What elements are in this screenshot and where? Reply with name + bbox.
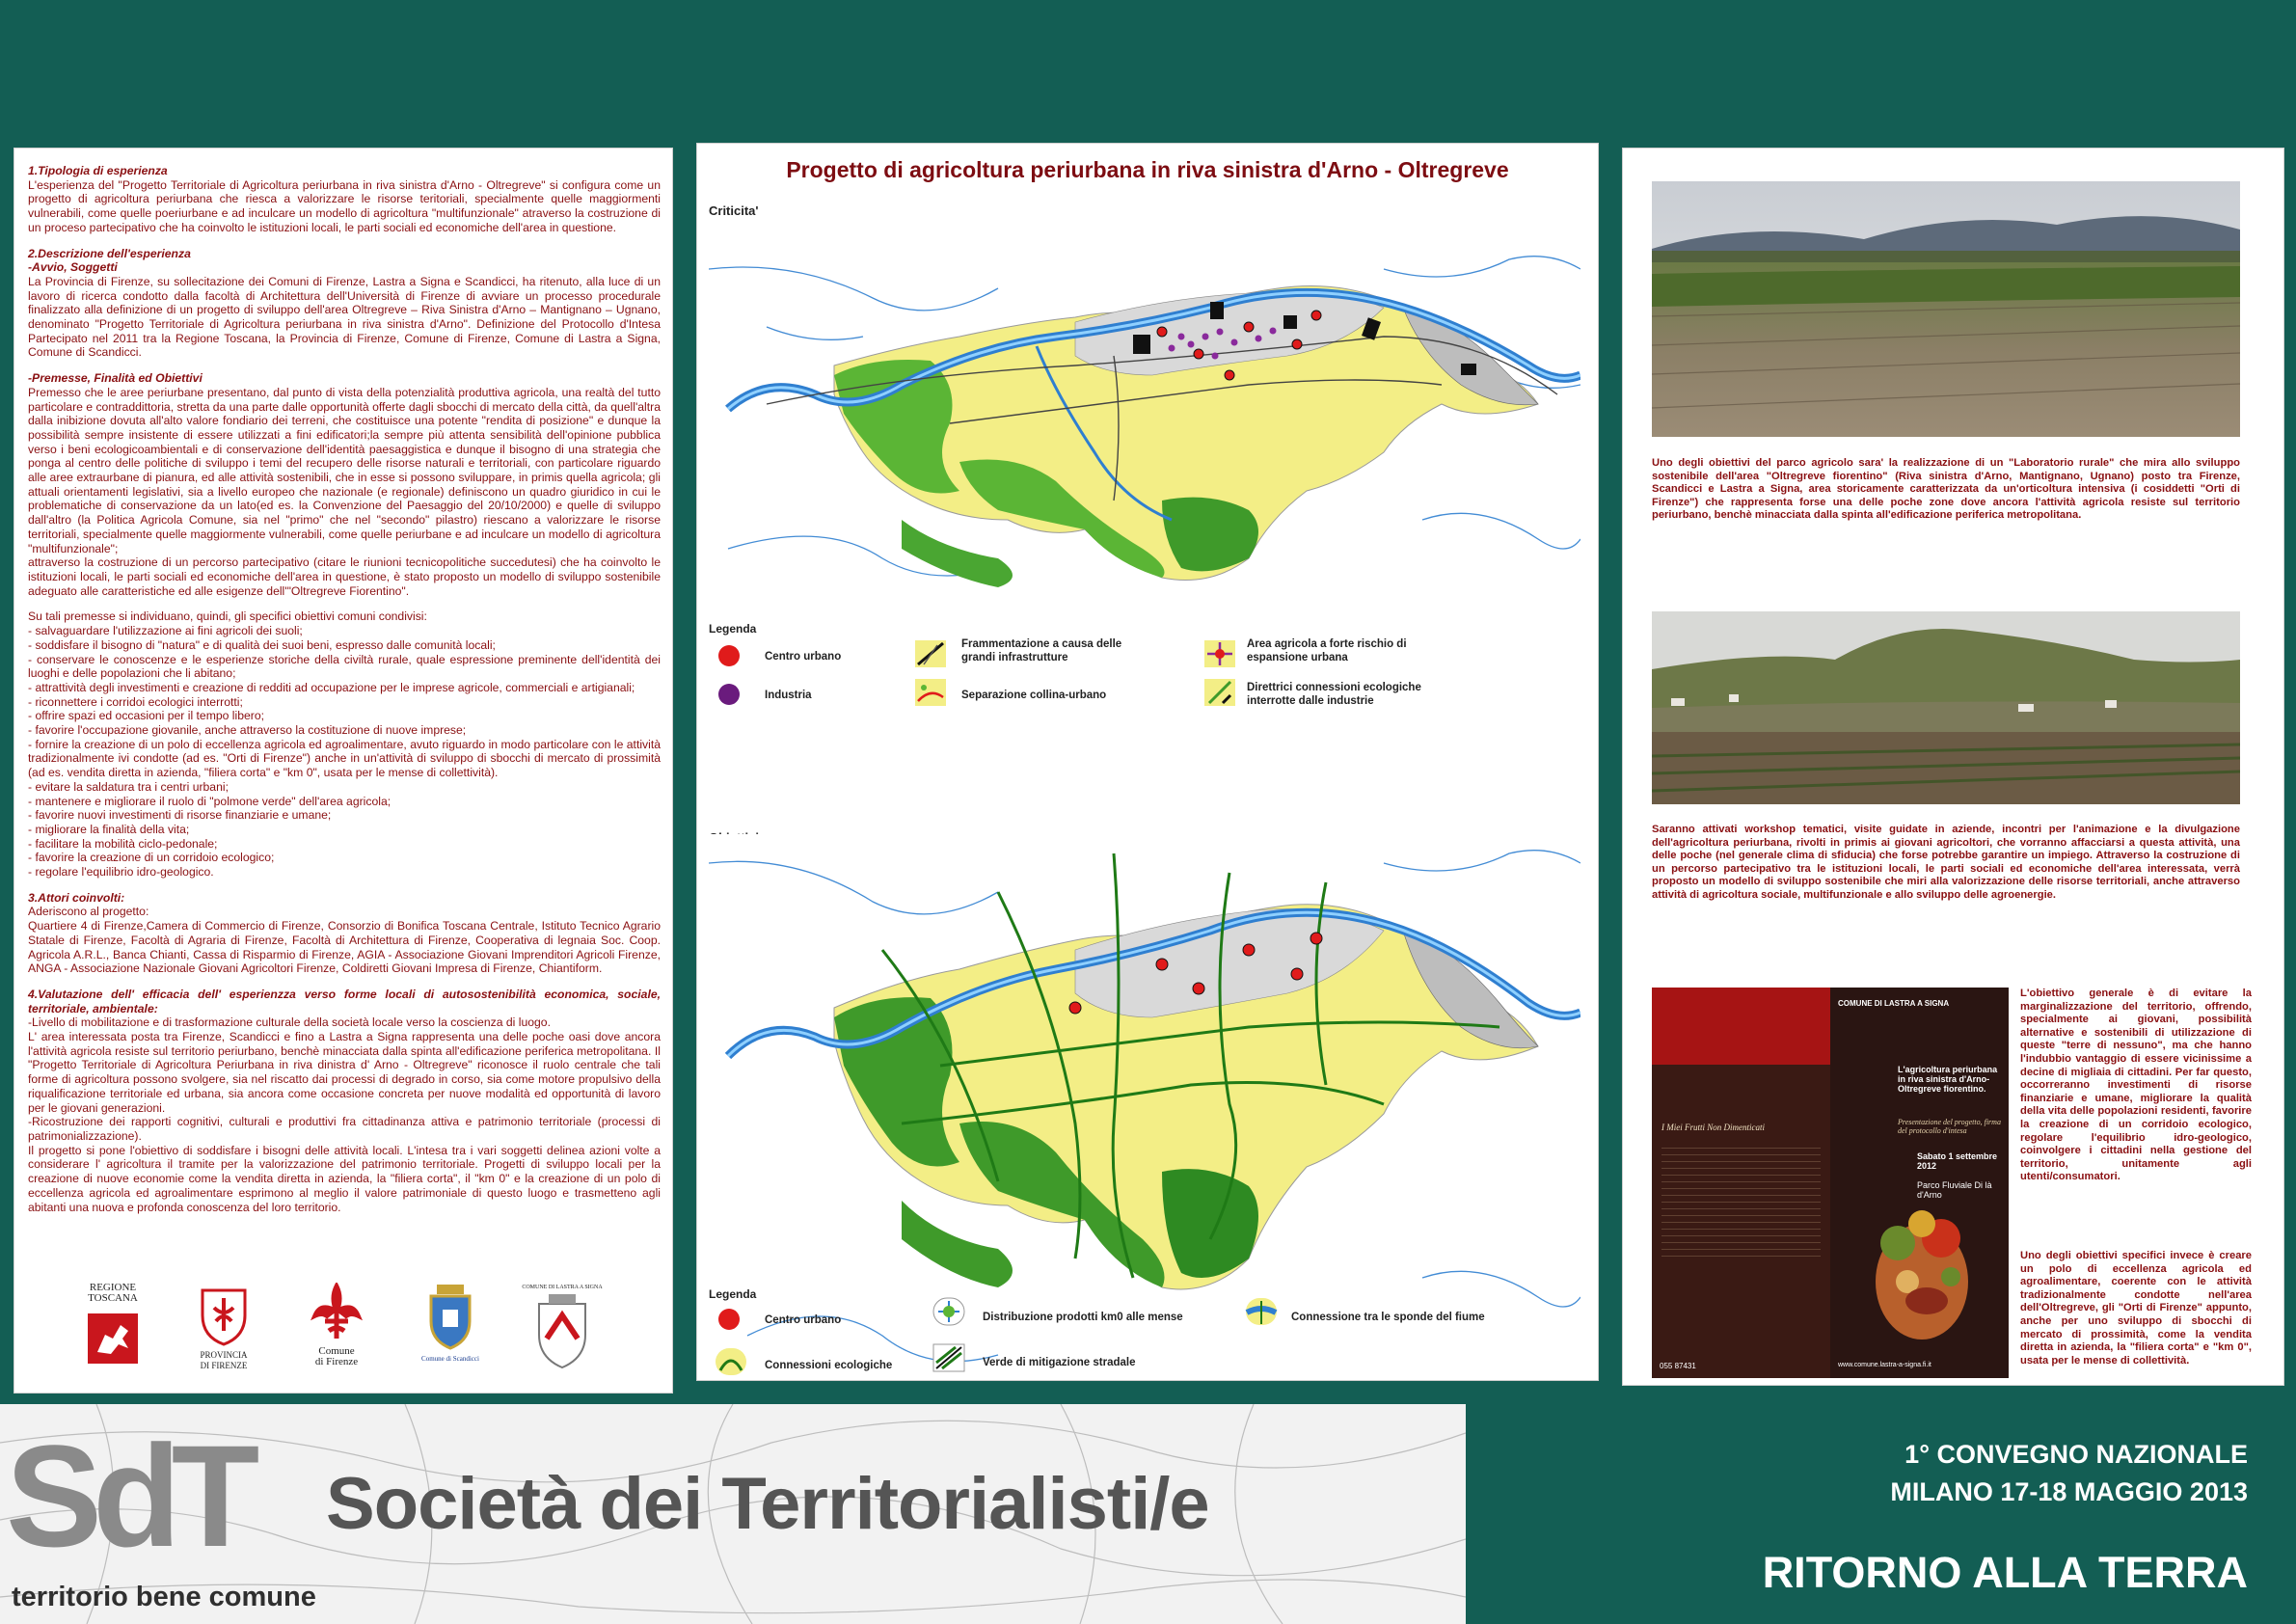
distribuzione-km0-icon: [932, 1297, 965, 1326]
section-text-attori-list: Quartiere 4 di Firenze,Camera di Commercio di Firenze, Consorzio di Bonifica Toscana Centrale, Istituto Tecnico Agrario Statale di Firenze, Facoltà di Agraria di Firenze, Facoltà di Architettura di Firenze, Cooperativa di legnaia Soc. Coop. Agricola A.R.L., Banca Chianti, Cassa di Risparmio di Firenze, AGIA - Associazione Giovani Imprenditori Agricoli Firenze, ANGA - Associazione Nazionale Giovani Agricoltori Firenze, Coldiretti Giovani Impresa di Firenze, Chiantiform.: [28, 919, 661, 976]
obiettivi-map: [709, 834, 1580, 1381]
legend-distribuzione-km0: Distribuzione prodotti km0 alle mense: [983, 1312, 1183, 1323]
section-text-premesse: Premesso che le aree periurbane presentano, dal punto di vista della potenzialità produttiva agricola, una realtà del tutto particolare e contraddittoria, stretta da una parte dalle opportunità offerte dagli sbocchi di mercato della città, da quell'altra dalla inibizione dovuta all'alto valore fondiario dei terreni, che costituisce una potente "rendita di posizione" e dunque la possibilità sempre insistente di essere utilizzati a fini edificatori;la sempre più attenta sensibilità dell'opinione pubblica verso i beni ecologicoambientali e di conservazione dell'identità paesaggistica e dunque il bisogno di una strategia che ponga al centro delle politiche di sviluppo i temi del recupero delle risorse naturali e territoriali, con particolare riguardo alle aree extraurbane di pianura, ed alle attività sostenibili, che in esse si possono sviluppare, in primis quella agricola; gli attuali orientamenti legislativi, sia a livello europeo che nazionale (e regionale) definiscono un quadro giuridico in cui le problematiche di conservazione da un lato(ed es. la Convenzione del Paesaggio del 20/10/2000) e quelle di sviluppo dall'altro (la Politica Agricola Comune, sia nel "primo" che nel "secondo" pilastro) riescano a valorizzare le risorse territoriali, specialmente quelle maggiormente vulnerabili, come quelle periurbane e ad inculcare un modello di agricoltura "multifunzionale";: [28, 385, 661, 555]
right-text-obiettivi-specifici: Uno degli obiettivi specifici invece è creare un polo di eccellenza agricola ed agroalimentare, coerente con le attività tradizionalmente condotte nell'area dell'Oltregreve, gli "Orti di Firenze" appunto, anche per uno sviluppo di sbocchi di mercato di prossimità, come la vendita diretta in azienda, la "filiera corta" e "km 0", usata per le mense di collettività.: [2020, 1250, 2252, 1367]
fields-photo: [1652, 181, 2240, 437]
pegasus-icon: [84, 1310, 142, 1367]
legend-frammentazione: Frammentazione a causa delle grandi infrastrutture: [961, 638, 1122, 663]
comune-scandicci-logo: Comune di Scandicci: [410, 1283, 491, 1375]
right-text-workshop: Saranno attivati workshop tematici, visite guidate in aziende, incontri per l'animazione e la divulgazione dell'agricoltura periurbana, rivolti in primis ai giovani agricoltori, che vorranno affacciarsi a questa attività, una delle poche (nel generale clima di sfiducia) che forse potrebbe garantire un impiego. Attraverso la costruzione di un percorso partecipativo tra le istituzioni locali, le parti sociali ed economiche dell'area interessata, verrà proposto un modello di sviluppo sostenibile che miri alla valorizzazione delle risorse territoriali, anche attraverso attività di agricoltura sociale, multifunzionale e allo sviluppo delle agroenergie.: [1652, 824, 2240, 901]
list-item: - mantenere e migliorare il ruolo di "polmone verde" dell'area agricola;: [28, 794, 392, 808]
right-text-obiettivo-generale: L'obiettivo generale è di evitare la marginalizzazione del territorio, offrendo, specialmente ai giovani, possibilità alternative e sostenibili di utilizzazione di queste "terre di nessuno", ma che hanno l'indubbio vantaggio di essere vicinissime a decine di migliaia di cittadini. Per far questo, occorreranno investimenti di risorse finanziarie e umane, migliorare la qualità della vita delle popolazioni residenti, favorire la creazione di un corridoio ecologico, regolare l'equilibrio idro-geologico, coinvolgere i cittadini nella gestione del territorio, unitamente agli utenti/consumatori.: [2020, 988, 2252, 1183]
legend-verde-mitigazione: Verde di mitigazione stradale: [983, 1357, 1136, 1368]
separazione-icon: [914, 678, 947, 707]
list-item: - offrire spazi ed occasioni per il tempo libero;: [28, 709, 264, 723]
section-title-tipologia: 1.Tipologia di esperienza: [28, 164, 168, 177]
right-text-laboratorio: Uno degli obiettivi del parco agricolo sara' la realizzazione di un "Laboratorio rurale" che mira allo sviluppo sostenibile dell'area "Oltregreve fiorentino" (Riva sinistra d'Arno, Mantignano, Ugnano) posto tra Firenze, Scandicci e Lastra a Signa, area storicamente caratterizzata da un'orticoltura intensiva (i cosiddetti "Orti di Firenze") che rappresenta forse una delle poche zone dove ancora l'attività agricola resiste sul territorio periurbano, benchè minacciata dalla spinta all'edificazione periferica metropolitana.: [1652, 457, 2240, 522]
brochure-poem-text: [1661, 1142, 1821, 1258]
centro-urbano-marker-icon: [718, 645, 740, 666]
section-sub-premesse: -Premesse, Finalità ed Obiettivi: [28, 371, 203, 386]
convegno-title: 1° CONVEGNO NAZIONALE: [1904, 1440, 2248, 1469]
regione-toscana-logo: REGIONE TOSCANA: [72, 1283, 153, 1375]
brochure-headline: L'agricoltura periurbana in riva sinistra d'Arno-Oltregreve fiorentino.: [1898, 1065, 1998, 1094]
list-item: - riconnettere i corridoi ecologici interrotti;: [28, 694, 243, 709]
sdt-logo-letters: SdT: [6, 1415, 251, 1577]
section-title-attori: 3.Attori coinvolti:: [28, 890, 125, 905]
left-text-panel: [14, 148, 673, 1394]
top-band: [0, 0, 2296, 133]
provincia-firenze-logo: PROVINCIA DI FIRENZE: [183, 1283, 264, 1375]
section-title-valutazione: 4.Valutazione dell' efficacia dell' esperienzza verso forme locali di autosostenibilità economica, sociale, territoriale, ambientale:: [28, 987, 661, 1015]
list-item: - attrattività degli investimenti e creazione di redditi ad occupazione per le imprese agricole, commerciali e artigianali;: [28, 680, 635, 694]
section-text-valutazione-2: L' area interessata posta tra Firenze, Scandicci e fino a Lastra a Signa rappresenta una delle poche oasi dove ancora l'attività agricola resiste sul territorio periurbano, benchè minacciata dalla spinta all'edificazione periferica metropolitana. Il "Progetto Territoriale di Agricoltura Periurbana in riva dinistra d' Arno - Oltregreve" riconosce il ruolo centrale che tali forme di agricoltura possono svolgere, sia nel riscatto dai processi di degrado in corso, sia come motore propulsivo della riqualificazione territoriale ed urbana, sia ancora come occasione concreta per nuove modalità ed opportunità di lavoro per le giovani generazioni.: [28, 1030, 661, 1115]
list-item: - favorire l'occupazione giovanile, anche attraverso la costituzione di nuove imprese;: [28, 723, 467, 738]
brochure-poem-title: I Miei Frutti Non Dimenticati: [1661, 1123, 1765, 1132]
legend-centro-urbano: Centro urbano: [765, 651, 842, 663]
section-text-valutazione-1: -Livello di mobilitazione e di trasformazione culturale della società locale verso la coscienza di luogo.: [28, 1015, 551, 1030]
legend-direttrici: Direttrici connessioni ecologiche interrotte dalle industrie: [1247, 682, 1421, 707]
comune-lastra-logo: COMUNE DI LASTRA A SIGNA: [522, 1283, 603, 1375]
brochure-sub: Presentazione del progetto, firma del protocollo d'intesa: [1898, 1118, 2001, 1135]
brochure-place: Parco Fluviale Di là d'Arno: [1917, 1180, 1992, 1200]
brochure-left-page: [1652, 988, 1830, 1378]
legend-criticita-title: Legenda: [709, 622, 757, 636]
section-title-descrizione: 2.Descrizione dell'esperienza: [28, 246, 191, 260]
legend-separazione: Separazione collina-urbano: [961, 690, 1107, 701]
legend-industria: Industria: [765, 690, 812, 701]
section-sub-avvio: -Avvio, Soggetti: [28, 260, 118, 275]
convegno-date: MILANO 17-18 MAGGIO 2013: [1890, 1477, 2248, 1506]
event-brochure: [1652, 988, 2009, 1378]
section-text-premesse-2: attraverso la costruzione di un percorso partecipativo (citare le riunioni tecnicopolitiche succedutesi) che ha coinvolto le istituzioni locali, le parti sociali ed economiche dell'area in questione, è stato proposto un modello di sviluppo sostenibile adeguato alle caratteristiche ed alle esigenze dell'"Oltregreve Fiorentino".: [28, 555, 661, 598]
sdt-tagline: territorio bene comune: [12, 1582, 316, 1612]
legend-connessioni-ecologiche: Connessioni ecologiche: [765, 1360, 893, 1371]
list-item: - migliorare la finalità della vita;: [28, 822, 190, 836]
legend-obiettivi-title: Legenda: [709, 1287, 757, 1301]
legend-connessione-sponde: Connessione tra le sponde del fiume: [1291, 1312, 1485, 1323]
brochure-date: Sabato 1 settembre 2012: [1917, 1151, 1998, 1171]
connessioni-ecologiche-icon: [715, 1347, 747, 1376]
criticita-map-graphic: [709, 230, 1580, 607]
list-item: - fornire la creazione di un polo di eccellenza agricola ed agroalimentare, avuto riguardo in modo particolare con le attività tradizionalmente ivi condotte (ad es. "Orti di Firenze") anche in un'attività di sviluppo di sbocchi di mercato di prossimità (ad es. vendita diretta in azienda, "filiera corta" e "km 0", usata per le mense di collettività).: [28, 737, 661, 780]
list-item: - evitare la saldatura tra i centri urbani;: [28, 779, 229, 794]
obiettivi-map-graphic: [709, 834, 1580, 1381]
sdt-logo-banner: [0, 1404, 1466, 1624]
giglio-icon: [308, 1283, 365, 1342]
list-item: - conservare le conoscenze e le esperienze storiche della civiltà rurale, quale espressione preminente dell'identità dei luoghi e delle popolazioni che li abitano;: [28, 652, 661, 681]
societa-territorialisti-name: Società dei Territorialisti/e: [326, 1463, 1209, 1545]
list-item: - favorire la creazione di un corridoio ecologico;: [28, 851, 275, 865]
lastra-crest-icon: [533, 1292, 591, 1369]
list-item: - favorire nuovi investimenti di risorse finanziarie e umane;: [28, 808, 332, 823]
provincia-shield-icon: [195, 1283, 253, 1346]
area-rischio-icon: [1203, 639, 1236, 668]
map-panel-title: Progetto di agricoltura periurbana in riva sinistra d'Arno - Oltregreve: [786, 157, 1509, 182]
frammentazione-icon: [914, 639, 947, 668]
hills-photo: [1652, 611, 2240, 804]
list-item: - regolare l'equilibrio idro-geologico.: [28, 865, 214, 880]
right-panel: [1622, 148, 2284, 1386]
section-text-avvio: La Provincia di Firenze, su sollecitazione dei Comuni di Firenze, Lastra a Signa e Scandicci, ha ritenuto, alla luce di un lavoro di ricerca condotto dalla facoltà di Architettura dell'Università di Firenze di avviare un processo procedurale finalizzato alla definizione di un progetto di sviluppo dell'area Oltregreve – Riva Sinistra d'Arno – Mantignano – Ugnano, denominato "Progetto Territoriale di Agricoltura periurbana in riva sinistra d'Arno". Definizione del Protocollo d'Intesa Partecipato nel 2011 tra la Regione Toscana, la Provincia di Firenze, Comune di Firenze, Comune di Lastra a Signa, Comune di Scandicci.: [28, 274, 661, 360]
comune-firenze-logo: Comune di Firenze: [296, 1283, 377, 1375]
brochure-phone: 055 87431: [1660, 1362, 1696, 1370]
ritorno-alla-terra-title: RITORNO ALLA TERRA: [1762, 1548, 2248, 1597]
centro-urbano-marker-icon: [718, 1309, 740, 1330]
verde-mitigazione-icon: [932, 1343, 965, 1372]
criticita-label: Criticita': [709, 203, 759, 218]
legend-area-rischio: Area agricola a forte rischio di espansione urbana: [1247, 638, 1407, 663]
center-map-panel: [696, 143, 1599, 1381]
brochure-comune: COMUNE DI LASTRA A SIGNA: [1838, 999, 1950, 1008]
photo-fields: [1652, 181, 2240, 437]
objectives-list: [28, 624, 661, 880]
list-item: - salvaguardare l'utilizzazione ai fini agricoli dei suoli;: [28, 624, 303, 638]
left-text: [28, 164, 661, 1214]
section-text-tipologia: L'esperienza del "Progetto Territoriale di Agricoltura periurbana in riva sinistra d'Arno - Oltregreve" si configura come un progetto di agricoltura periurbana che riesca a valorizzare le risorse teritoriali, specialmente quelle maggiormenti vulnerabili, come quelle poeriurbane e ad inculcare un modello di agricoltura "multifunzionale" atraverso la costruzione di un proceso partecipativo che ha coinvolto le istituzioni locali, le parti sociali ed economiche dell'area in questione.: [28, 177, 661, 234]
criticita-map: [709, 230, 1580, 607]
institution-logos: [72, 1283, 612, 1379]
connessione-sponde-icon: [1245, 1297, 1278, 1326]
brochure-site: www.comune.lastra-a-signa.fi.it: [1838, 1362, 1931, 1368]
arcimboldo-face-illustration: [1859, 1204, 1985, 1349]
list-item: - facilitare la mobilità ciclo-pedonale;: [28, 836, 218, 851]
brochure-right-page: [1830, 988, 2009, 1378]
industria-marker-icon: [718, 684, 740, 705]
direttrici-icon: [1203, 678, 1236, 707]
list-item: - soddisfare il bisogno di "natura" e di qualità dei suoi beni, espresso dalle comunità locali;: [28, 637, 496, 652]
section-text-valutazione-4: Il progetto si pone l'obiettivo di soddisfare i bisogni delle attività locali. L'intesa tra i vari soggetti delinea azioni volte a considerare l' agricoltura il tramite per la valorizzazione del patrimonio territoriale. Progetti di sviluppo locali per la creazione di nuove economie come la vendita diretta in azienda, la "filiera corta", il "km 0" e la creazione di un polo di eccellenza agricola ed agroalimentare esprimono al meglio il valore patrimoniale di questo luogo e trasmetteno agli abitanti una nuova e profonda conoscenza del loro territorio.: [28, 1143, 661, 1214]
objectives-intro: Su tali premesse si individuano, quindi, gli specifici obiettivi comuni condivisi:: [28, 609, 427, 624]
section-text-valutazione-3: -Ricostruzione dei rapporti cognitivi, culturali e produttivi fra cittadinanza attiva e patrimonio territoriale (processi di patrimonializzazione).: [28, 1115, 661, 1143]
photo-hills: [1652, 611, 2240, 804]
section-text-attori: Aderiscono al progetto:: [28, 905, 149, 919]
scandicci-crest-icon: [423, 1283, 477, 1350]
legend-centro-urbano-2: Centro urbano: [765, 1314, 842, 1326]
